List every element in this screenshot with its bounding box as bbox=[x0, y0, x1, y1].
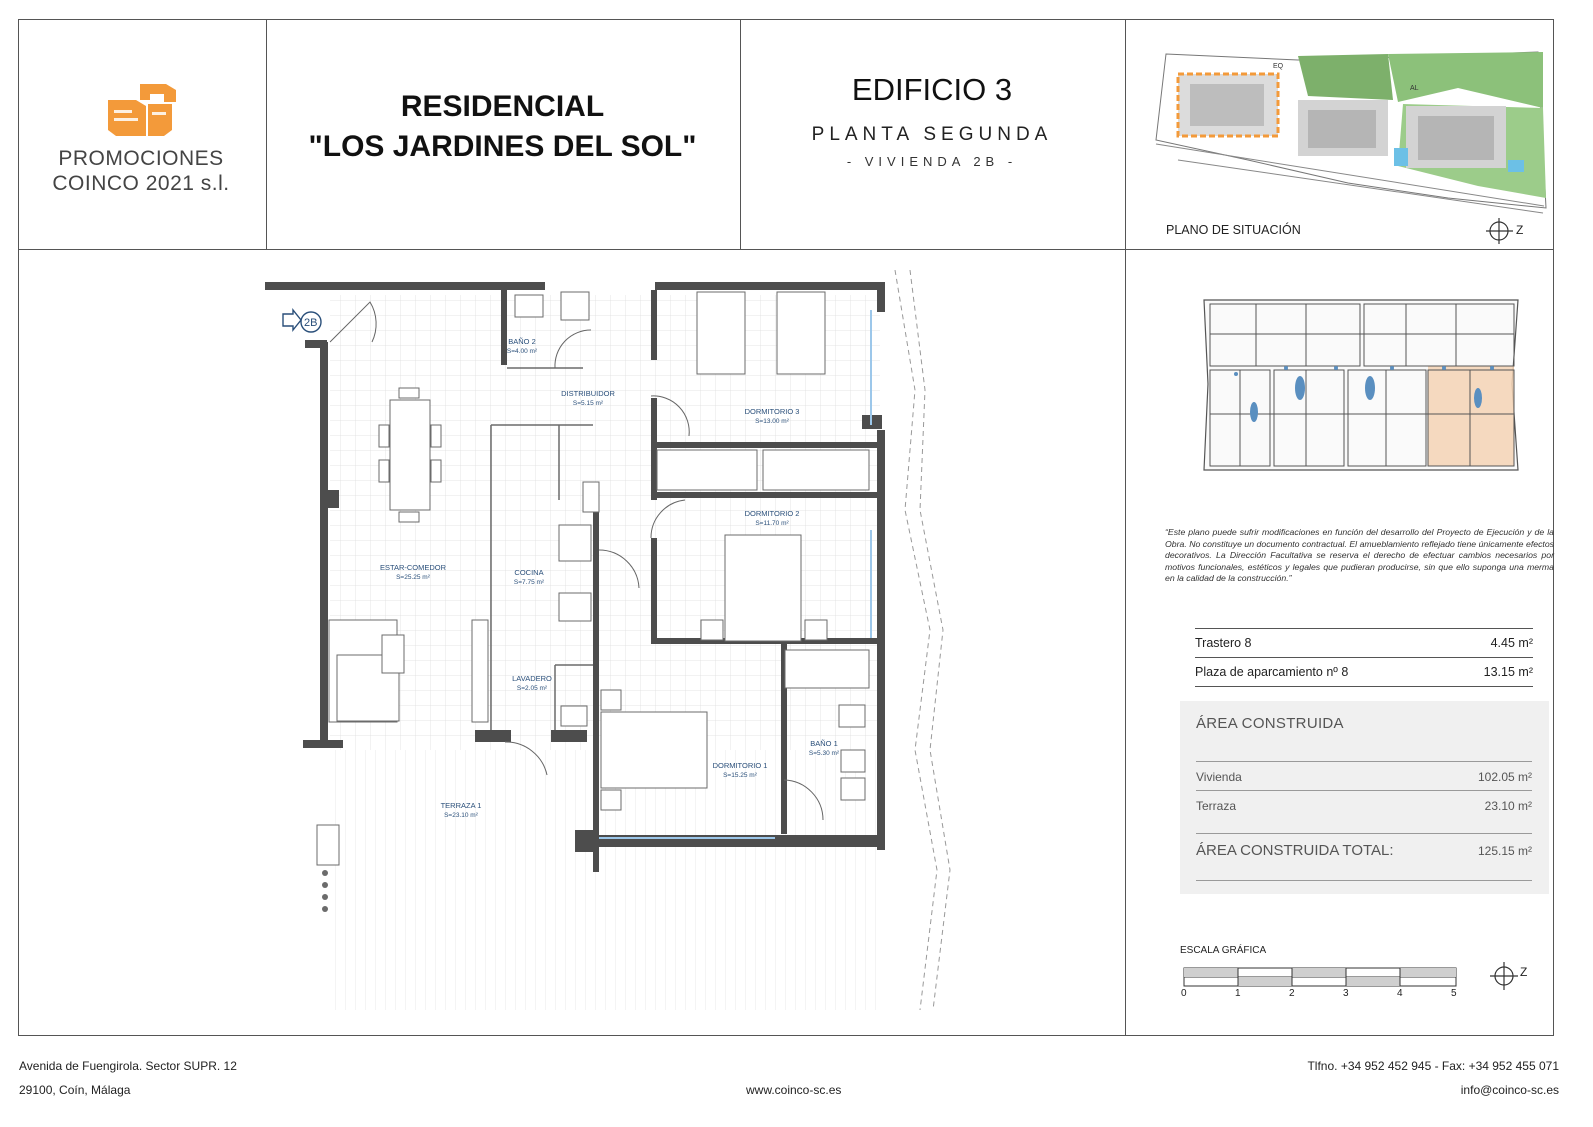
area-label: Terraza bbox=[1196, 799, 1237, 813]
company-line1: PROMOCIONES bbox=[58, 147, 224, 170]
area-total-value: 125.15 m² bbox=[1477, 844, 1532, 858]
scale-tick: 3 bbox=[1343, 988, 1349, 999]
room-area: S=7.75 m² bbox=[513, 579, 545, 586]
unit-tag: 2B bbox=[304, 317, 318, 329]
project-title bbox=[265, 87, 740, 167]
zone-al: AL bbox=[1410, 85, 1419, 92]
north-label: Z bbox=[1520, 965, 1528, 979]
north-label: Z bbox=[1516, 223, 1524, 237]
extra-value: 13.15 m² bbox=[1483, 665, 1533, 679]
area-row-vivienda bbox=[1196, 761, 1532, 791]
scale-tick: 5 bbox=[1451, 988, 1457, 999]
company-line2: COINCO 2021 s.l. bbox=[52, 172, 230, 195]
disclaimer-text: “Este plano puede sufrir modificaciones en función del desarrollo del Proyecto de Ejecución y de la Obra. No constituye un documento contractual. El amueblamiento reflejado tiene únicamente efectos decorativos. La Dirección Facultativa se reserva el derecho de efectuar cambios necesarios por motivos funcionales, estéticos y legales que pudieran producirse, sin que ello suponga una merma en la calidad de la construcción.” bbox=[1165, 527, 1554, 583]
room-label: DISTRIBUIDOR bbox=[561, 389, 615, 398]
extra-label: Trastero 8 bbox=[1195, 636, 1252, 650]
room-label: LAVADERO bbox=[512, 674, 552, 683]
extra-row-trastero bbox=[1195, 629, 1533, 658]
area-value: 102.05 m² bbox=[1477, 770, 1532, 784]
unit-title: - VIVIENDA 2B - bbox=[846, 154, 1018, 169]
floor-plan bbox=[265, 270, 965, 1020]
header-divider bbox=[18, 249, 1554, 250]
graphic-scale bbox=[1182, 966, 1462, 988]
extra-value: 4.45 m² bbox=[1490, 636, 1533, 650]
extra-row-parking bbox=[1195, 658, 1533, 687]
key-plan bbox=[1196, 294, 1526, 476]
room-label: DORMITORIO 2 bbox=[744, 509, 800, 518]
area-title: ÁREA CONSTRUIDA bbox=[1196, 715, 1344, 732]
room-area: S=23.10 m² bbox=[444, 812, 478, 819]
area-total-label: ÁREA CONSTRUIDA TOTAL: bbox=[1196, 842, 1394, 859]
area-value: 23.10 m² bbox=[1484, 799, 1532, 813]
project-line1: RESIDENCIAL bbox=[400, 90, 605, 123]
building-title: EDIFICIO 3 bbox=[851, 72, 1013, 107]
room-label: ESTAR-COMEDOR bbox=[379, 563, 447, 572]
company-logo bbox=[106, 82, 178, 138]
room-label: DORMITORIO 1 bbox=[712, 761, 768, 770]
room-area: S=2.05 m² bbox=[516, 685, 548, 692]
divider-title bbox=[740, 19, 741, 249]
project-line2: "LOS JARDINES DEL SOL" bbox=[308, 130, 697, 163]
site-plan-label: PLANO DE SITUACIÓN bbox=[1166, 223, 1301, 237]
area-label: Vivienda bbox=[1196, 770, 1242, 784]
room-area: S=5.15 m² bbox=[572, 400, 604, 407]
room-area: S=13.00 m² bbox=[755, 418, 789, 425]
scale-tick: 1 bbox=[1235, 988, 1241, 999]
room-area: S=4.00 m² bbox=[506, 348, 538, 355]
floor-title: PLANTA SEGUNDA bbox=[811, 124, 1053, 145]
scale-label: ESCALA GRÁFICA bbox=[1180, 945, 1267, 956]
site-plan bbox=[1148, 48, 1553, 218]
room-label: BAÑO 1 bbox=[810, 739, 838, 748]
room-area: S=5.30 m² bbox=[808, 750, 840, 757]
footer-phone: Tlfno. +34 952 452 945 - Fax: +34 952 455 071 bbox=[1307, 1059, 1559, 1073]
area-total bbox=[1196, 833, 1532, 881]
room-label: DORMITORIO 3 bbox=[744, 407, 800, 416]
room-label: TERRAZA 1 bbox=[440, 801, 482, 810]
room-area: S=15.25 m² bbox=[723, 772, 757, 779]
area-row-terraza bbox=[1196, 790, 1532, 820]
scale-tick: 2 bbox=[1289, 988, 1295, 999]
room-label: COCINA bbox=[514, 568, 544, 577]
scale-tick: 4 bbox=[1397, 988, 1403, 999]
divider-panel bbox=[1125, 19, 1126, 1036]
footer-email[interactable]: info@coinco-sc.es bbox=[1460, 1083, 1559, 1097]
extra-label: Plaza de aparcamiento nº 8 bbox=[1195, 665, 1349, 679]
footer-address-2: 29100, Coín, Málaga bbox=[19, 1083, 131, 1097]
room-area: S=11.70 m² bbox=[755, 520, 789, 527]
scale-tick: 0 bbox=[1181, 988, 1187, 999]
area-summary bbox=[1180, 701, 1549, 894]
company-name bbox=[20, 146, 262, 196]
footer-address-1: Avenida de Fuengirola. Sector SUPR. 12 bbox=[19, 1059, 237, 1073]
room-label: BAÑO 2 bbox=[508, 337, 536, 346]
zone-eq: EQ bbox=[1273, 63, 1284, 70]
footer-web[interactable]: www.coinco-sc.es bbox=[746, 1083, 842, 1097]
room-area: S=25.25 m² bbox=[396, 574, 430, 581]
